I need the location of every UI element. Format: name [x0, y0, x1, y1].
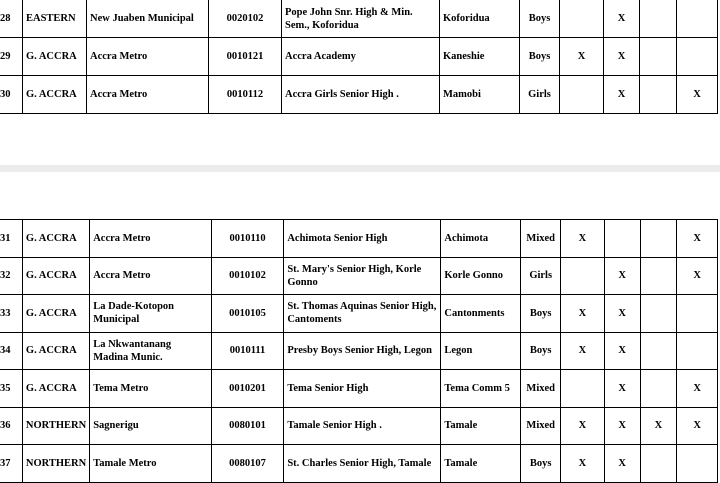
school-code-cell: 0010105 [211, 295, 284, 333]
check-cell-2: X [604, 332, 640, 370]
check-cell-4: X [677, 370, 718, 408]
gender-cell: Girls [520, 76, 560, 114]
table-row [0, 220, 718, 258]
table-row [0, 332, 718, 370]
check-cell-3 [640, 295, 677, 333]
check-cell-3 [640, 332, 677, 370]
gender-cell: Mixed [521, 407, 561, 445]
check-cell-1: X [561, 332, 605, 370]
district-cell: New Juaben Municipal [87, 0, 209, 38]
row-number: 28 [0, 0, 23, 38]
check-cell-4 [677, 445, 718, 483]
location-cell: Mamobi [440, 76, 520, 114]
row-number: 31 [0, 220, 22, 258]
school-name-cell: Tema Senior High [284, 370, 441, 408]
table-row [0, 0, 718, 38]
check-cell-3 [640, 257, 677, 295]
school-code-cell: 0010112 [209, 76, 282, 114]
page-separator [0, 165, 720, 172]
check-cell-1: X [560, 38, 604, 76]
school-code-cell: 0010201 [211, 370, 284, 408]
check-cell-2: X [604, 0, 640, 38]
check-cell-2: X [604, 38, 640, 76]
region-cell: G. ACCRA [22, 370, 89, 408]
check-cell-2: X [604, 257, 640, 295]
district-cell: Accra Metro [87, 76, 209, 114]
check-cell-4 [677, 295, 718, 333]
region-cell: G. ACCRA [23, 38, 87, 76]
school-code-cell: 0020102 [209, 0, 282, 38]
table-row [0, 370, 718, 408]
check-cell-2: X [604, 76, 640, 114]
check-cell-1 [561, 257, 605, 295]
table-row [0, 445, 718, 483]
region-cell: G. ACCRA [22, 220, 89, 258]
district-cell: Tema Metro [90, 370, 211, 408]
district-cell: Accra Metro [90, 257, 211, 295]
check-cell-1: X [561, 220, 605, 258]
schools-table-bottom [0, 219, 718, 483]
check-cell-1 [561, 370, 605, 408]
row-number: 33 [0, 295, 22, 333]
gender-cell: Boys [521, 295, 561, 333]
check-cell-2: X [604, 407, 640, 445]
district-cell: La Nkwantanang Madina Munic. [90, 332, 211, 370]
table-row [0, 257, 718, 295]
school-name-cell: Accra Girls Senior High . [282, 76, 440, 114]
school-code-cell: 0080107 [211, 445, 284, 483]
gender-cell: Girls [521, 257, 561, 295]
school-name-cell: St. Mary's Senior High, Korle Gonno [284, 257, 441, 295]
district-cell: Tamale Metro [90, 445, 211, 483]
region-cell: NORTHERN [22, 445, 89, 483]
district-cell: Accra Metro [90, 220, 211, 258]
location-cell: Legon [441, 332, 521, 370]
check-cell-4 [677, 332, 718, 370]
check-cell-4: X [677, 257, 718, 295]
table-row [0, 407, 718, 445]
location-cell: Achimota [441, 220, 521, 258]
location-cell: Kaneshie [440, 38, 520, 76]
school-name-cell: St. Thomas Aquinas Senior High, Cantoments [284, 295, 441, 333]
row-number: 32 [0, 257, 22, 295]
check-cell-2: X [604, 445, 640, 483]
school-name-cell: Tamale Senior High . [284, 407, 441, 445]
row-number: 34 [0, 332, 22, 370]
region-cell: G. ACCRA [22, 257, 89, 295]
school-name-cell: Presby Boys Senior High, Legon [284, 332, 441, 370]
location-cell: Tamale [441, 445, 521, 483]
check-cell-3 [640, 445, 677, 483]
table-row [0, 76, 718, 114]
check-cell-4 [677, 0, 718, 38]
gender-cell: Boys [520, 0, 560, 38]
school-name-cell: Accra Academy [282, 38, 440, 76]
school-code-cell: 0010121 [209, 38, 282, 76]
check-cell-4 [677, 38, 718, 76]
row-number: 36 [0, 407, 22, 445]
school-name-cell: St. Charles Senior High, Tamale [284, 445, 441, 483]
table-row [0, 295, 718, 333]
region-cell: EASTERN [23, 0, 87, 38]
school-code-cell: 0080101 [211, 407, 284, 445]
gender-cell: Boys [521, 445, 561, 483]
check-cell-1: X [561, 445, 605, 483]
gender-cell: Mixed [521, 220, 561, 258]
check-cell-3: X [640, 407, 677, 445]
check-cell-1: X [561, 407, 605, 445]
school-name-cell: Pope John Snr. High & Min. Sem., Koforidua [282, 0, 440, 38]
check-cell-2: X [604, 370, 640, 408]
row-number: 35 [0, 370, 22, 408]
check-cell-2 [604, 220, 640, 258]
row-number: 37 [0, 445, 22, 483]
region-cell: G. ACCRA [23, 76, 87, 114]
school-code-cell: 0010110 [211, 220, 284, 258]
district-cell: Sagnerigu [90, 407, 211, 445]
district-cell: Accra Metro [87, 38, 209, 76]
gender-cell: Boys [520, 38, 560, 76]
check-cell-3 [640, 220, 677, 258]
location-cell: Koforidua [440, 0, 520, 38]
region-cell: G. ACCRA [22, 295, 89, 333]
schools-table-top [0, 0, 718, 114]
table-row [0, 38, 718, 76]
row-number: 30 [0, 76, 23, 114]
check-cell-4: X [677, 76, 718, 114]
region-cell: G. ACCRA [22, 332, 89, 370]
check-cell-1: X [561, 295, 605, 333]
school-code-cell: 0010102 [211, 257, 284, 295]
location-cell: Cantonments [441, 295, 521, 333]
gender-cell: Mixed [521, 370, 561, 408]
check-cell-1 [560, 76, 604, 114]
check-cell-1 [560, 0, 604, 38]
check-cell-4: X [677, 220, 718, 258]
check-cell-3 [640, 76, 677, 114]
check-cell-3 [640, 0, 677, 38]
school-code-cell: 0010111 [211, 332, 284, 370]
check-cell-4: X [677, 407, 718, 445]
district-cell: La Dade-Kotopon Municipal [90, 295, 211, 333]
location-cell: Tamale [441, 407, 521, 445]
check-cell-3 [640, 370, 677, 408]
school-name-cell: Achimota Senior High [284, 220, 441, 258]
location-cell: Tema Comm 5 [441, 370, 521, 408]
check-cell-2: X [604, 295, 640, 333]
gender-cell: Boys [521, 332, 561, 370]
row-number: 29 [0, 38, 23, 76]
location-cell: Korle Gonno [441, 257, 521, 295]
check-cell-3 [640, 38, 677, 76]
region-cell: NORTHERN [22, 407, 89, 445]
